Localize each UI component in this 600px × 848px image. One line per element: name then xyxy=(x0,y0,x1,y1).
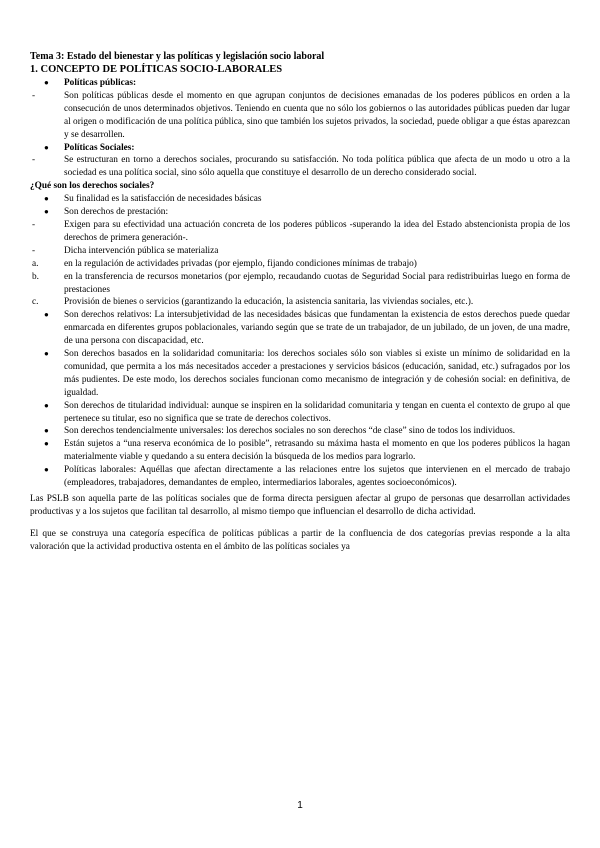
list-item-text: Están sujetos a “una reserva económica de lo posible”, retrasando su máxima hasta el momento en que los poderes públicos la hagan materialmente viable y quedando a su entera decisión la búsqueda de los medios para lograrlo. xyxy=(64,439,570,463)
bullet-icon: ● xyxy=(44,310,49,320)
bullet-icon: ● xyxy=(44,426,49,436)
list-item xyxy=(30,309,570,348)
list-item xyxy=(30,400,570,426)
list-item xyxy=(30,142,570,155)
list-item xyxy=(30,90,570,142)
list-item-text: Son derechos de prestación: xyxy=(64,207,169,218)
bullet-icon: ● xyxy=(44,400,49,410)
page-number: 1 xyxy=(297,800,303,811)
bullet-icon: ● xyxy=(44,207,49,217)
list-item xyxy=(30,245,570,258)
list-item xyxy=(30,193,570,206)
bullet-icon: ● xyxy=(44,142,49,152)
list-item xyxy=(30,348,570,400)
bullet-icon: ● xyxy=(44,349,49,359)
spacer xyxy=(30,519,570,528)
list-item-text: Son derechos de titularidad individual: aunque se inspiren en la solidaridad comunitaria y tengan en cuenta el contexto de grupo al que pertenece su titular, eso no significa que se trate de derechos colectivos. xyxy=(64,400,570,424)
list-item-text: Provisión de bienes o servicios (garantizando la educación, la asistencia sanitaria, las viviendas sociales, etc.). xyxy=(64,297,474,308)
bullet-icon: ● xyxy=(44,439,49,449)
document-page xyxy=(30,50,570,554)
list-marker: c. xyxy=(32,297,39,308)
bullet-icon: ● xyxy=(44,465,49,475)
list-item-text: Políticas públicas: xyxy=(64,78,137,88)
list-item-text: Se estructuran en torno a derechos sociales, procurando su satisfacción. No toda política pública que afecta de un modo u otro a la sociedad es una política social, sino sólo aquella que constituye el desarrollo de un derecho considerado social. xyxy=(64,155,570,179)
list-marker: - xyxy=(32,155,36,166)
paragraph-2: El que se construya una categoría específica de políticas públicas a partir de la confluencia de dos categorías previas responde a la alta valoración que la actividad productiva ostenta en el ámbito de las políticas sociales ya xyxy=(30,528,570,552)
list-item-text: Son derechos relativos: La intersubjetividad de las necesidades básicas que fundamentan la existencia de estos derechos puede quedar enmarcada en diferentes grupos poblacionales, variando según que se trate de un trabajador, de un jubilado, de un joven, de una madre, de una persona con discapacidad, etc. xyxy=(64,310,570,347)
list-item-text: Dicha intervención pública se materializa xyxy=(64,245,219,256)
list-item-text: en la regulación de actividades privadas (por ejemplo, fijando condiciones mínimas de trabajo) xyxy=(64,258,417,269)
list-item-text: Son derechos basados en la solidaridad comunitaria: los derechos sociales sólo son viables si existe un mínimo de solidaridad en la comunidad, que permita a los más necesitados acceder a prestaciones y servicios básicos (educación, sanidad, etc.) sufragados por los más pudientes. De este modo, los derechos sociales funcionan como mecanismo de integración y de cohesión social: en definitiva, de igualdad. xyxy=(64,349,570,398)
list-item xyxy=(30,206,570,219)
list-marker: a. xyxy=(32,258,39,269)
list-item xyxy=(30,219,570,245)
list-item-text: Políticas Sociales: xyxy=(64,142,135,153)
list-item-text: Son derechos tendencialmente universales: los derechos sociales no son derechos “de clase” sino de todos los individuos. xyxy=(64,426,516,437)
list-item xyxy=(30,258,570,271)
list-marker: - xyxy=(32,219,36,230)
list-item-text: Son políticas públicas desde el momento en que agrupan conjuntos de decisiones emanadas de los poderes públicos en orden a la consecución de unos determinados objetivos. Teniendo en cuenta que no sólo los gobiernos o las autoridades públicas pueden dar lugar al origen o modificación de una política pública, sino que también los sujetos privados, la sociedad, puede obligar a que éstas aparezcan y se desarrollen. xyxy=(64,90,570,140)
list-item-text: en la transferencia de recursos monetarios (por ejemplo, recaudando cuotas de Seguridad Social para redistribuirlas luego en forma de prestaciones xyxy=(64,271,570,295)
list-item xyxy=(30,271,570,297)
list-marker: - xyxy=(32,245,36,256)
list-item xyxy=(30,77,570,90)
list-marker: - xyxy=(32,90,36,101)
list-item xyxy=(30,154,570,180)
document-title: Tema 3: Estado del bienestar y las políticas y legislación socio laboral xyxy=(30,51,325,62)
list-item xyxy=(30,425,570,438)
list-item-text: Exigen para su efectividad una actuación concreta de los poderes públicos -superando la idea del Estado abstencionista propia de los derechos de primera generación-. xyxy=(64,219,570,243)
list-item xyxy=(30,296,570,309)
subheading xyxy=(30,180,570,193)
content-list xyxy=(30,77,570,490)
bullet-icon: ● xyxy=(44,78,49,87)
list-item-text: ¿Qué son los derechos sociales? xyxy=(30,181,155,192)
bullet-icon: ● xyxy=(44,194,49,204)
list-item xyxy=(30,438,570,464)
paragraph-1: Las PSLB son aquella parte de las políticas sociales que de forma directa persiguen afectar al grupo de personas que desarrollan actividades productivas y a los sujetos que facilitan tal desarrollo, al mismo tiempo que influencian el desarrollo de dicha actividad. xyxy=(30,494,570,517)
list-item xyxy=(30,464,570,490)
section-heading: 1. CONCEPTO DE POLÍTICAS SOCIO-LABORALES xyxy=(30,64,283,75)
list-item-text: Su finalidad es la satisfacción de necesidades básicas xyxy=(64,194,262,205)
list-marker: b. xyxy=(32,271,39,282)
list-item-text: Políticas laborales: Aquéllas que afectan directamente a las relaciones entre los sujetos que intervienen en el mercado de trabajo (empleadores, trabajadores, demandantes de empleo, intermediarios laborales, agentes socioeconómicos). xyxy=(64,465,570,489)
